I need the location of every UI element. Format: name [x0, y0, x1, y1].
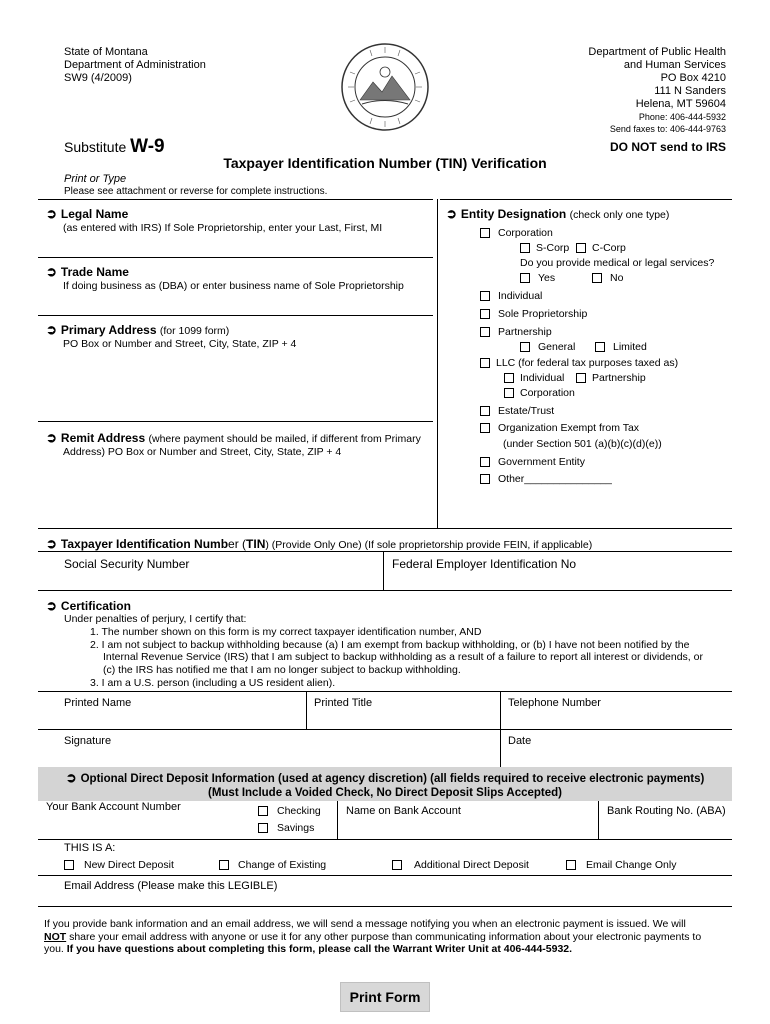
checkbox-label: Savings	[277, 822, 315, 834]
arrow-icon: ➲	[65, 770, 77, 785]
column-divider	[383, 551, 384, 591]
signature-field[interactable]: Signature	[64, 735, 112, 747]
legal-name-title: Legal Name	[60, 207, 129, 221]
llc-corporation[interactable]	[504, 387, 575, 400]
entity-individual[interactable]	[480, 290, 542, 303]
entity-partnership[interactable]	[480, 326, 552, 339]
checkbox-label: Partnership	[592, 372, 646, 384]
checkbox-label: Corporation	[498, 227, 553, 239]
substitute-label: Substitute	[64, 139, 127, 155]
divider	[38, 590, 732, 591]
column-divider	[598, 801, 599, 839]
entity-estate[interactable]	[480, 405, 554, 418]
footer-line: If you provide bank information and an email address, we will send a message notifying you when an electronic payment is issued. We will	[44, 918, 686, 930]
checkbox-label: Sole Proprietorship	[498, 308, 588, 320]
bank-account-field[interactable]: Your Bank Account Number	[46, 801, 181, 813]
checkbox-label: LLC (for federal tax purposes taxed as)	[496, 357, 679, 369]
entity-org-exempt[interactable]	[480, 422, 639, 435]
entity-corporation[interactable]	[480, 227, 553, 240]
agency-line: Department of Public Health	[588, 46, 726, 58]
divider	[38, 691, 732, 692]
this-is-a-label: THIS IS A:	[64, 842, 116, 854]
divider	[38, 421, 433, 422]
checkbox-label: Organization Exempt from Tax	[498, 422, 640, 434]
checkbox-label: S-Corp	[536, 242, 570, 254]
entity-llc[interactable]	[480, 357, 678, 370]
checkbox-label: New Direct Deposit	[84, 859, 174, 871]
remit-address-field[interactable]	[46, 430, 438, 459]
checkbox[interactable]	[520, 243, 530, 253]
tin-title-part: Taxpayer Identification Numb	[60, 537, 229, 551]
agency-line: and Human Services	[623, 59, 726, 71]
checkbox[interactable]	[480, 406, 490, 416]
arrow-icon: ➲	[46, 322, 57, 337]
checkbox[interactable]	[520, 273, 530, 283]
column-divider	[337, 801, 338, 839]
header-left	[64, 46, 206, 85]
checkbox[interactable]	[480, 228, 490, 238]
print-form-button[interactable]: Print Form	[340, 982, 430, 1012]
primary-address-note: (for 1099 form)	[159, 325, 230, 337]
checkbox[interactable]	[480, 291, 490, 301]
checkbox[interactable]	[480, 309, 490, 319]
checkbox-label: Email Change Only	[586, 859, 677, 871]
divider	[38, 199, 433, 200]
certification-label: Certification	[60, 599, 131, 613]
checkbox[interactable]	[480, 327, 490, 337]
divider	[38, 528, 732, 529]
date-field[interactable]: Date	[508, 735, 532, 747]
remit-address-title: Remit Address	[60, 431, 146, 445]
instructions-note: Please see attachment or reverse for complete instructions.	[64, 186, 328, 197]
entity-ccorp[interactable]	[576, 242, 626, 255]
checkbox[interactable]	[392, 860, 402, 870]
remit-address-hint: Address) PO Box or Number and Street, City, State, ZIP + 4	[63, 446, 342, 458]
fein-field[interactable]: Federal Employer Identification No	[392, 557, 577, 571]
ssn-field[interactable]: Social Security Number	[64, 557, 190, 571]
address-line: Helena, MT 59604	[635, 98, 726, 110]
checking-option[interactable]	[258, 805, 321, 818]
checkbox[interactable]	[480, 474, 490, 484]
certification-item: 3. I am a U.S. person (including a US resident alien).	[90, 677, 336, 689]
divider	[38, 551, 732, 552]
routing-field[interactable]: Bank Routing No. (ABA)	[607, 805, 726, 817]
tin-title	[46, 536, 592, 552]
entity-title: Entity Designation	[460, 207, 567, 221]
printed-title-field[interactable]: Printed Title	[314, 697, 373, 709]
checkbox[interactable]	[480, 457, 490, 467]
checkbox[interactable]	[595, 342, 605, 352]
change-existing-option[interactable]	[219, 859, 326, 872]
arrow-icon: ➲	[46, 206, 57, 221]
form-version: SW9 (4/2009)	[64, 72, 132, 84]
partnership-general[interactable]	[520, 341, 575, 354]
address-line: 111 N Sanders	[654, 85, 726, 97]
entity-scorp[interactable]	[520, 242, 569, 255]
entity-other[interactable]	[480, 473, 612, 486]
footer-notice	[44, 918, 724, 956]
divider	[38, 875, 732, 876]
tin-title-part: ) (Provide Only One) (If sole proprietorship provide FEIN, if applicable)	[265, 539, 593, 551]
checkbox-label: Partnership	[498, 326, 552, 338]
savings-option[interactable]	[258, 822, 314, 835]
email-field[interactable]: Email Address (Please make this LEGIBLE)	[64, 880, 278, 892]
checkbox-label: Other_______________	[498, 473, 612, 485]
deposit-subtitle: (Must Include a Voided Check, No Direct Deposit Slips Accepted)	[207, 787, 562, 799]
arrow-icon: ➲	[46, 430, 57, 445]
checkbox[interactable]	[258, 806, 268, 816]
divider	[38, 839, 732, 840]
certification-item: 2. I am not subject to backup withholding because (a) I am exempt from backup withholding, or (b) I have not been notified by the	[90, 639, 690, 651]
arrow-icon: ➲	[46, 598, 57, 613]
checkbox-label: No	[610, 272, 624, 284]
checkbox-label: Additional Direct Deposit	[414, 859, 529, 871]
trade-name-title: Trade Name	[60, 265, 129, 279]
checkbox[interactable]	[480, 423, 490, 433]
checkbox-label: Estate/Trust	[498, 405, 555, 417]
checkbox-label: Individual	[498, 290, 543, 302]
checkbox[interactable]	[576, 373, 586, 383]
do-not-send-notice: DO NOT send to IRS	[609, 140, 726, 154]
checkbox[interactable]	[504, 373, 514, 383]
checkbox[interactable]	[219, 860, 229, 870]
arrow-icon: ➲	[46, 264, 57, 279]
arrow-icon: ➲	[46, 536, 57, 551]
fax-line: Send faxes to: 406-444-9763	[609, 124, 726, 134]
column-divider	[306, 691, 307, 729]
footer-line: you.	[44, 943, 67, 955]
arrow-icon: ➲	[446, 206, 457, 221]
medical-question: Do you provide medical or legal services?	[520, 257, 715, 269]
checkbox[interactable]	[566, 860, 576, 870]
divider	[38, 729, 732, 730]
header-right	[588, 46, 726, 135]
form-code: W-9	[130, 136, 165, 157]
checkbox-label: Corporation	[520, 387, 575, 399]
primary-address-hint: PO Box or Number and Street, City, State, ZIP + 4	[63, 338, 297, 350]
primary-address-title: Primary Address	[60, 323, 157, 337]
checkbox-label: Limited	[613, 341, 647, 353]
state-line: State of Montana	[64, 46, 148, 58]
divider	[38, 315, 433, 316]
additional-deposit-option[interactable]	[392, 859, 529, 872]
phone-line: Phone: 406-444-5932	[638, 112, 726, 122]
checkbox[interactable]	[64, 860, 74, 870]
llc-individual[interactable]	[504, 372, 564, 385]
trade-name-hint: If doing business as (DBA) or enter business name of Sole Proprietorship	[63, 280, 404, 292]
tin-title-part: TIN	[246, 537, 266, 551]
entity-note: (check only one type)	[569, 209, 670, 221]
certification-intro: Under penalties of perjury, I certify that:	[64, 613, 247, 625]
footer-not: NOT	[44, 930, 67, 943]
llc-partnership[interactable]	[576, 372, 646, 385]
printed-name-field[interactable]: Printed Name	[64, 697, 132, 709]
checkbox-label: Checking	[277, 805, 321, 817]
print-or-type: Print or Type	[64, 173, 127, 185]
divider	[440, 199, 732, 200]
certification-item: 1. The number shown on this form is my correct taxpayer identification number, AND	[90, 626, 482, 638]
entity-designation-title	[446, 206, 669, 222]
deposit-title: Optional Direct Deposit Information (used at agency discretion) (all fields required to receive electronic payments)	[80, 773, 705, 785]
medical-yes[interactable]	[520, 272, 555, 285]
email-change-option[interactable]	[566, 859, 676, 872]
remit-address-note: (where payment should be mailed, if different from Primary	[148, 433, 421, 445]
dept-line: Department of Administration	[64, 59, 206, 71]
legal-name-field[interactable]	[46, 206, 436, 235]
footer-contact: If you have questions about completing this form, please call the Warrant Writer Unit at 406-444-5932.	[66, 943, 573, 955]
name-on-account-field[interactable]: Name on Bank Account	[346, 805, 461, 817]
checkbox-label: Government Entity	[498, 456, 585, 468]
trade-name-field[interactable]	[46, 264, 436, 293]
checkbox[interactable]	[504, 388, 514, 398]
certification-item: (c) the IRS has notified me that I am no longer subject to backup withholding.	[103, 664, 461, 676]
legal-name-hint: (as entered with IRS) If Sole Proprietorship, enter your Last, First, MI	[63, 222, 383, 234]
column-divider	[437, 199, 438, 529]
checkbox-label: Individual	[520, 372, 565, 384]
address-line: PO Box 4210	[660, 72, 726, 84]
certification-title	[46, 598, 131, 614]
entity-sole-prop[interactable]	[480, 308, 587, 321]
checkbox-label: General	[538, 341, 576, 353]
checkbox[interactable]	[592, 273, 602, 283]
checkbox-label: C-Corp	[592, 242, 626, 254]
org-exempt-sub: (under Section 501 (a)(b)(c)(d)(e))	[503, 438, 662, 450]
telephone-field[interactable]: Telephone Number	[508, 697, 601, 709]
new-deposit-option[interactable]	[64, 859, 174, 872]
footer-line: share your email address with anyone or use it for any other purpose than communicating information about your electronic payments to	[66, 930, 702, 943]
state-seal-icon	[340, 42, 430, 132]
partnership-limited[interactable]	[595, 341, 647, 354]
certification-item: Internal Revenue Service (IRS) that I am subject to backup withholding as a result of a failure to report all interest or dividends, or	[103, 651, 703, 663]
divider	[38, 257, 433, 258]
divider	[38, 906, 732, 907]
checkbox-label: Yes	[538, 272, 556, 284]
checkbox[interactable]	[480, 358, 490, 368]
checkbox[interactable]	[520, 342, 530, 352]
checkbox[interactable]	[576, 243, 586, 253]
tin-title-part: er (	[228, 537, 247, 551]
primary-address-field[interactable]	[46, 322, 436, 351]
entity-government[interactable]	[480, 456, 585, 469]
checkbox-label: Change of Existing	[238, 859, 327, 871]
direct-deposit-header	[38, 767, 732, 801]
checkbox[interactable]	[258, 823, 268, 833]
medical-no[interactable]	[592, 272, 623, 285]
page-title: Taxpayer Identification Number (TIN) Verification	[223, 155, 547, 171]
